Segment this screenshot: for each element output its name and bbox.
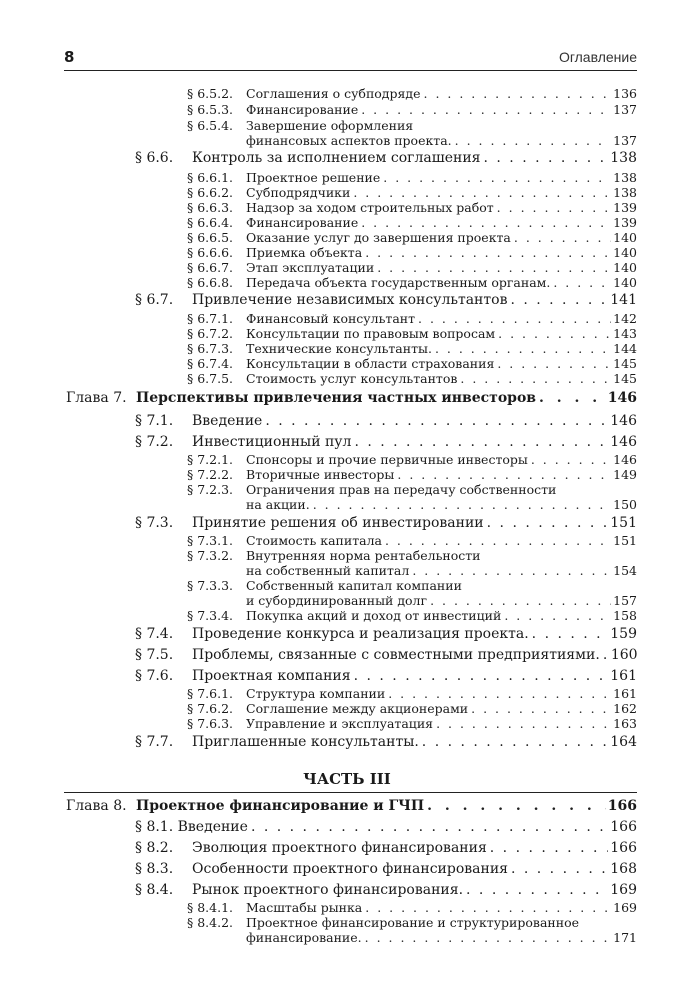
toc-number: § 6.7.3. <box>187 341 234 356</box>
leader-dots <box>365 245 611 260</box>
toc-title: Надзор за ходом строительных работ <box>246 200 494 215</box>
toc-number: § 7.3.3. <box>187 578 234 593</box>
toc-entry[interactable] <box>246 133 637 148</box>
toc-page: 158 <box>613 608 637 623</box>
toc-title: Эволюция проектного финансирования <box>192 840 487 856</box>
toc-number: § 6.5.4. <box>187 118 234 133</box>
leader-dots <box>313 497 611 512</box>
toc-entry[interactable] <box>246 86 637 101</box>
toc-page: 166 <box>610 840 637 856</box>
toc-page: 150 <box>613 497 637 512</box>
leader-dots <box>354 668 609 684</box>
leader-dots <box>436 716 611 731</box>
toc-title: Введение <box>192 413 263 429</box>
running-title: Оглавление <box>558 49 637 65</box>
leader-dots <box>510 292 608 308</box>
toc-entry[interactable] <box>246 185 637 200</box>
toc-number: § 7.6. <box>135 668 174 684</box>
toc-page: 162 <box>613 701 637 716</box>
leader-dots <box>361 102 611 117</box>
toc-page: 169 <box>610 882 637 898</box>
toc-title: Финансирование <box>246 215 359 230</box>
leader-dots <box>484 150 609 166</box>
toc-title: Принятие решения об инвестировании <box>192 515 484 531</box>
toc-page: 140 <box>613 275 637 290</box>
leader-dots <box>361 215 611 230</box>
leader-dots <box>430 593 611 608</box>
leader-dots <box>487 515 609 531</box>
toc-title: Покупка акций и доход от инвестиций <box>246 608 502 623</box>
toc-number: § 8.4. <box>135 882 174 898</box>
leader-dots <box>422 734 608 750</box>
leader-dots <box>553 275 611 290</box>
toc-title: Особенности проектного финансирования <box>192 861 508 877</box>
toc-title: финансирование. <box>246 930 362 945</box>
toc-page: 145 <box>613 371 637 386</box>
divider <box>64 792 637 793</box>
leader-dots <box>365 930 612 945</box>
leader-dots <box>424 86 612 101</box>
toc-entry[interactable] <box>192 515 637 531</box>
toc-page: 171 <box>613 930 637 945</box>
toc-entry[interactable] <box>192 882 637 898</box>
toc-number: § 7.3.1. <box>187 533 234 548</box>
toc-number: § 6.6.7. <box>187 260 234 275</box>
leader-dots <box>455 133 612 148</box>
leader-dots <box>353 185 611 200</box>
leader-dots <box>383 170 611 185</box>
toc-number: § 7.2.3. <box>187 482 234 497</box>
toc-title: Стоимость капитала <box>246 533 382 548</box>
toc-title-line1: Завершение оформления <box>246 118 414 133</box>
toc-title: Проектное финансирование и ГЧП <box>136 798 425 814</box>
toc-entry[interactable] <box>246 608 637 623</box>
toc-number: § 6.7.5. <box>187 371 234 386</box>
toc-entry[interactable] <box>192 840 637 856</box>
toc-number: § 7.6.3. <box>187 716 234 731</box>
toc-entry[interactable] <box>246 230 637 245</box>
toc-page: 151 <box>613 533 637 548</box>
toc-title-line1: Собственный капитал компании <box>246 578 462 593</box>
toc-number: § 7.7. <box>135 734 174 750</box>
toc-entry[interactable] <box>192 668 637 684</box>
toc-page: 140 <box>613 260 637 275</box>
toc-title: Приглашенные консультанты. <box>192 734 419 750</box>
toc-page: 141 <box>610 292 637 308</box>
toc-entry[interactable] <box>246 452 637 467</box>
toc-page: 139 <box>613 215 637 230</box>
toc-entry[interactable] <box>246 311 637 326</box>
toc-entry[interactable] <box>246 356 637 371</box>
toc-number: § 8.4.1. <box>187 900 234 915</box>
toc-page: 166 <box>607 798 637 814</box>
toc-number: § 7.1. <box>135 413 174 429</box>
toc-entry[interactable] <box>246 200 637 215</box>
toc-page: 151 <box>610 515 637 531</box>
toc-number: § 6.7.2. <box>187 326 234 341</box>
toc-title: Приемка объекта <box>246 245 363 260</box>
toc-number: § 6.6.5. <box>187 230 234 245</box>
toc-number: § 7.6.1. <box>187 686 234 701</box>
toc-title: Соглашение между акционерами <box>246 701 469 716</box>
toc-entry[interactable] <box>246 686 637 701</box>
leader-dots <box>365 900 611 915</box>
toc-page: 140 <box>613 230 637 245</box>
toc-title: Проведение конкурса и реализация проекта. <box>192 626 529 642</box>
leader-dots <box>251 819 608 835</box>
toc-title: на акции. <box>246 497 310 512</box>
toc-page: 161 <box>613 686 637 701</box>
leader-dots <box>460 371 611 386</box>
toc-page: 168 <box>610 861 637 877</box>
toc-number: § 6.6. <box>135 150 174 166</box>
toc-title: финансовых аспектов проекта. <box>246 133 452 148</box>
toc-title: Контроль за исполнением соглашения <box>192 150 481 166</box>
toc-number: § 8.2. <box>135 840 174 856</box>
toc-number: § 6.6.2. <box>187 185 234 200</box>
leader-dots <box>418 311 611 326</box>
toc-title: Проблемы, связанные с совместными предприятиями. <box>192 647 600 663</box>
toc-page: 139 <box>613 200 637 215</box>
toc-page: 144 <box>613 341 637 356</box>
leader-dots <box>490 840 608 856</box>
toc-number: § 7.3. <box>135 515 174 531</box>
leader-dots <box>377 260 611 275</box>
toc-entry[interactable] <box>246 593 637 608</box>
toc-entry[interactable] <box>192 434 637 450</box>
page-number: 8 <box>64 48 75 66</box>
toc-entry[interactable] <box>246 900 637 915</box>
toc-page: 161 <box>610 668 637 684</box>
toc-title: Инвестиционный пул <box>192 434 352 450</box>
toc-entry[interactable] <box>246 467 637 482</box>
toc-page: 138 <box>613 185 637 200</box>
toc-page: 137 <box>613 133 637 148</box>
toc-entry[interactable] <box>246 326 637 341</box>
toc-page: 157 <box>613 593 637 608</box>
toc-title: Структура компании <box>246 686 386 701</box>
toc-entry[interactable] <box>246 102 637 117</box>
toc-title: Консультации по правовым вопросам <box>246 326 496 341</box>
toc-entry[interactable] <box>246 215 637 230</box>
leader-dots <box>435 341 611 356</box>
toc-title: Финансовый консультант <box>246 311 416 326</box>
part-title: ЧАСТЬ III <box>303 770 391 788</box>
toc-title: Передача объекта государственным органам. <box>246 275 551 290</box>
toc-title: Финансирование <box>246 102 359 117</box>
toc-entry[interactable] <box>246 533 637 548</box>
toc-entry[interactable] <box>246 497 637 512</box>
toc-entry[interactable] <box>192 861 637 877</box>
leader-dots <box>511 861 608 877</box>
toc-number: § 6.6.1. <box>187 170 234 185</box>
toc-entry[interactable] <box>192 734 637 750</box>
toc-page: 146 <box>613 452 637 467</box>
toc-number: § 7.2.2. <box>187 467 234 482</box>
toc-title: Спонсоры и прочие первичные инвесторы <box>246 452 528 467</box>
toc-entry[interactable] <box>246 275 637 290</box>
toc-entry[interactable] <box>246 260 637 275</box>
toc-number: § 6.7.4. <box>187 356 234 371</box>
toc-number: § 6.5.2. <box>187 86 234 101</box>
toc-entry[interactable] <box>246 716 637 731</box>
leader-dots <box>412 563 611 578</box>
page-header <box>64 46 637 71</box>
toc-page: 163 <box>613 716 637 731</box>
leader-dots <box>427 798 606 814</box>
toc-number: § 7.2.1. <box>187 452 234 467</box>
toc-title-line1: Внутренняя норма рентабельности <box>246 548 481 563</box>
leader-dots <box>498 326 611 341</box>
toc-page: 143 <box>613 326 637 341</box>
toc-title: Вторичные инвесторы <box>246 467 395 482</box>
toc-page: 159 <box>610 626 637 642</box>
toc-entry[interactable] <box>192 292 637 308</box>
leader-dots <box>471 701 611 716</box>
toc-page: 146 <box>610 413 637 429</box>
toc-title-line1: Проектное финансирование и структурированное <box>246 915 579 930</box>
leader-dots <box>466 882 608 898</box>
toc-page: 137 <box>613 102 637 117</box>
toc-number: § 6.6.3. <box>187 200 234 215</box>
toc-page: 160 <box>610 647 638 663</box>
toc-number: § 8.4.2. <box>187 915 234 930</box>
toc-number: § 7.2. <box>135 434 174 450</box>
toc-page: 166 <box>610 819 637 835</box>
toc-chapter-entry[interactable] <box>136 390 637 406</box>
toc-title: и субординированный долг <box>246 593 428 608</box>
toc-number: § 8.3. <box>135 861 174 877</box>
toc-page: 136 <box>613 86 637 101</box>
toc-number: § 6.7.1. <box>187 311 234 326</box>
toc-number: § 7.6.2. <box>187 701 234 716</box>
toc-entry[interactable] <box>246 170 637 185</box>
toc-entry[interactable] <box>246 371 637 386</box>
chapter-number: Глава 8. <box>66 798 127 814</box>
toc-page: 146 <box>610 434 637 450</box>
leader-dots <box>385 533 611 548</box>
toc-number: § 6.7. <box>135 292 174 308</box>
toc-title: на собственный капитал <box>246 563 410 578</box>
leader-dots <box>531 452 611 467</box>
leader-dots <box>354 434 608 450</box>
toc-number: § 7.4. <box>135 626 174 642</box>
toc-number: § 7.3.2. <box>187 548 234 563</box>
toc-number: § 6.6.6. <box>187 245 234 260</box>
leader-dots <box>397 467 611 482</box>
toc-title: Этап эксплуатации <box>246 260 375 275</box>
toc-title: Соглашения о субподряде <box>246 86 421 101</box>
toc-page: 142 <box>613 311 637 326</box>
toc-entry[interactable] <box>192 150 637 166</box>
toc-title: Оказание услуг до завершения проекта <box>246 230 511 245</box>
leader-dots <box>388 686 611 701</box>
leader-dots <box>504 608 611 623</box>
toc-page: 169 <box>613 900 637 915</box>
toc-number: § 7.3.4. <box>187 608 234 623</box>
toc-page: 149 <box>613 467 637 482</box>
leader-dots <box>265 413 608 429</box>
toc-entry[interactable] <box>246 563 637 578</box>
leader-dots <box>539 390 606 406</box>
toc-page: 140 <box>613 245 637 260</box>
toc-title: Консультации в области страхования <box>246 356 495 371</box>
toc-entry[interactable] <box>246 930 637 945</box>
toc-page: 138 <box>610 150 637 166</box>
toc-entry[interactable] <box>246 245 637 260</box>
toc-entry[interactable] <box>246 701 637 716</box>
leader-dots <box>532 626 609 642</box>
toc-title: § 8.1. Введение <box>135 819 248 835</box>
leader-dots <box>514 230 611 245</box>
toc-page: 138 <box>613 170 637 185</box>
toc-number: § 6.6.4. <box>187 215 234 230</box>
toc-title: Рынок проектного финансирования. <box>192 882 464 898</box>
toc-entry[interactable] <box>135 819 637 835</box>
chapter-number: Глава 7. <box>66 390 127 406</box>
toc-title: Перспективы привлечения частных инвесторов <box>136 390 537 406</box>
toc-number: § 6.5.3. <box>187 102 234 117</box>
toc-title: Проектная компания <box>192 668 351 684</box>
toc-title: Масштабы рынка <box>246 900 363 915</box>
toc-page: 145 <box>613 356 637 371</box>
toc-page: 164 <box>610 734 637 750</box>
toc-page: 146 <box>607 390 637 406</box>
toc-title-line1: Ограничения прав на передачу собственности <box>246 482 557 497</box>
toc-title: Управление и эксплуатация <box>246 716 434 731</box>
toc-title: Привлечение независимых консультантов <box>192 292 508 308</box>
toc-title: Стоимость услуг консультантов <box>246 371 458 386</box>
toc-chapter-entry[interactable] <box>136 798 637 814</box>
leader-dots <box>497 200 611 215</box>
toc-entry[interactable] <box>192 626 637 642</box>
toc-page: 154 <box>613 563 637 578</box>
toc-title: Технические консультанты. <box>246 341 432 356</box>
toc-number: § 6.6.8. <box>187 275 234 290</box>
toc-title: Проектное решение <box>246 170 381 185</box>
toc-entry[interactable] <box>192 413 637 429</box>
toc-title: Субподрядчики <box>246 185 351 200</box>
toc-entry[interactable] <box>192 647 637 663</box>
toc-number: § 7.5. <box>135 647 174 663</box>
leader-dots <box>497 356 611 371</box>
toc-entry[interactable] <box>246 341 637 356</box>
